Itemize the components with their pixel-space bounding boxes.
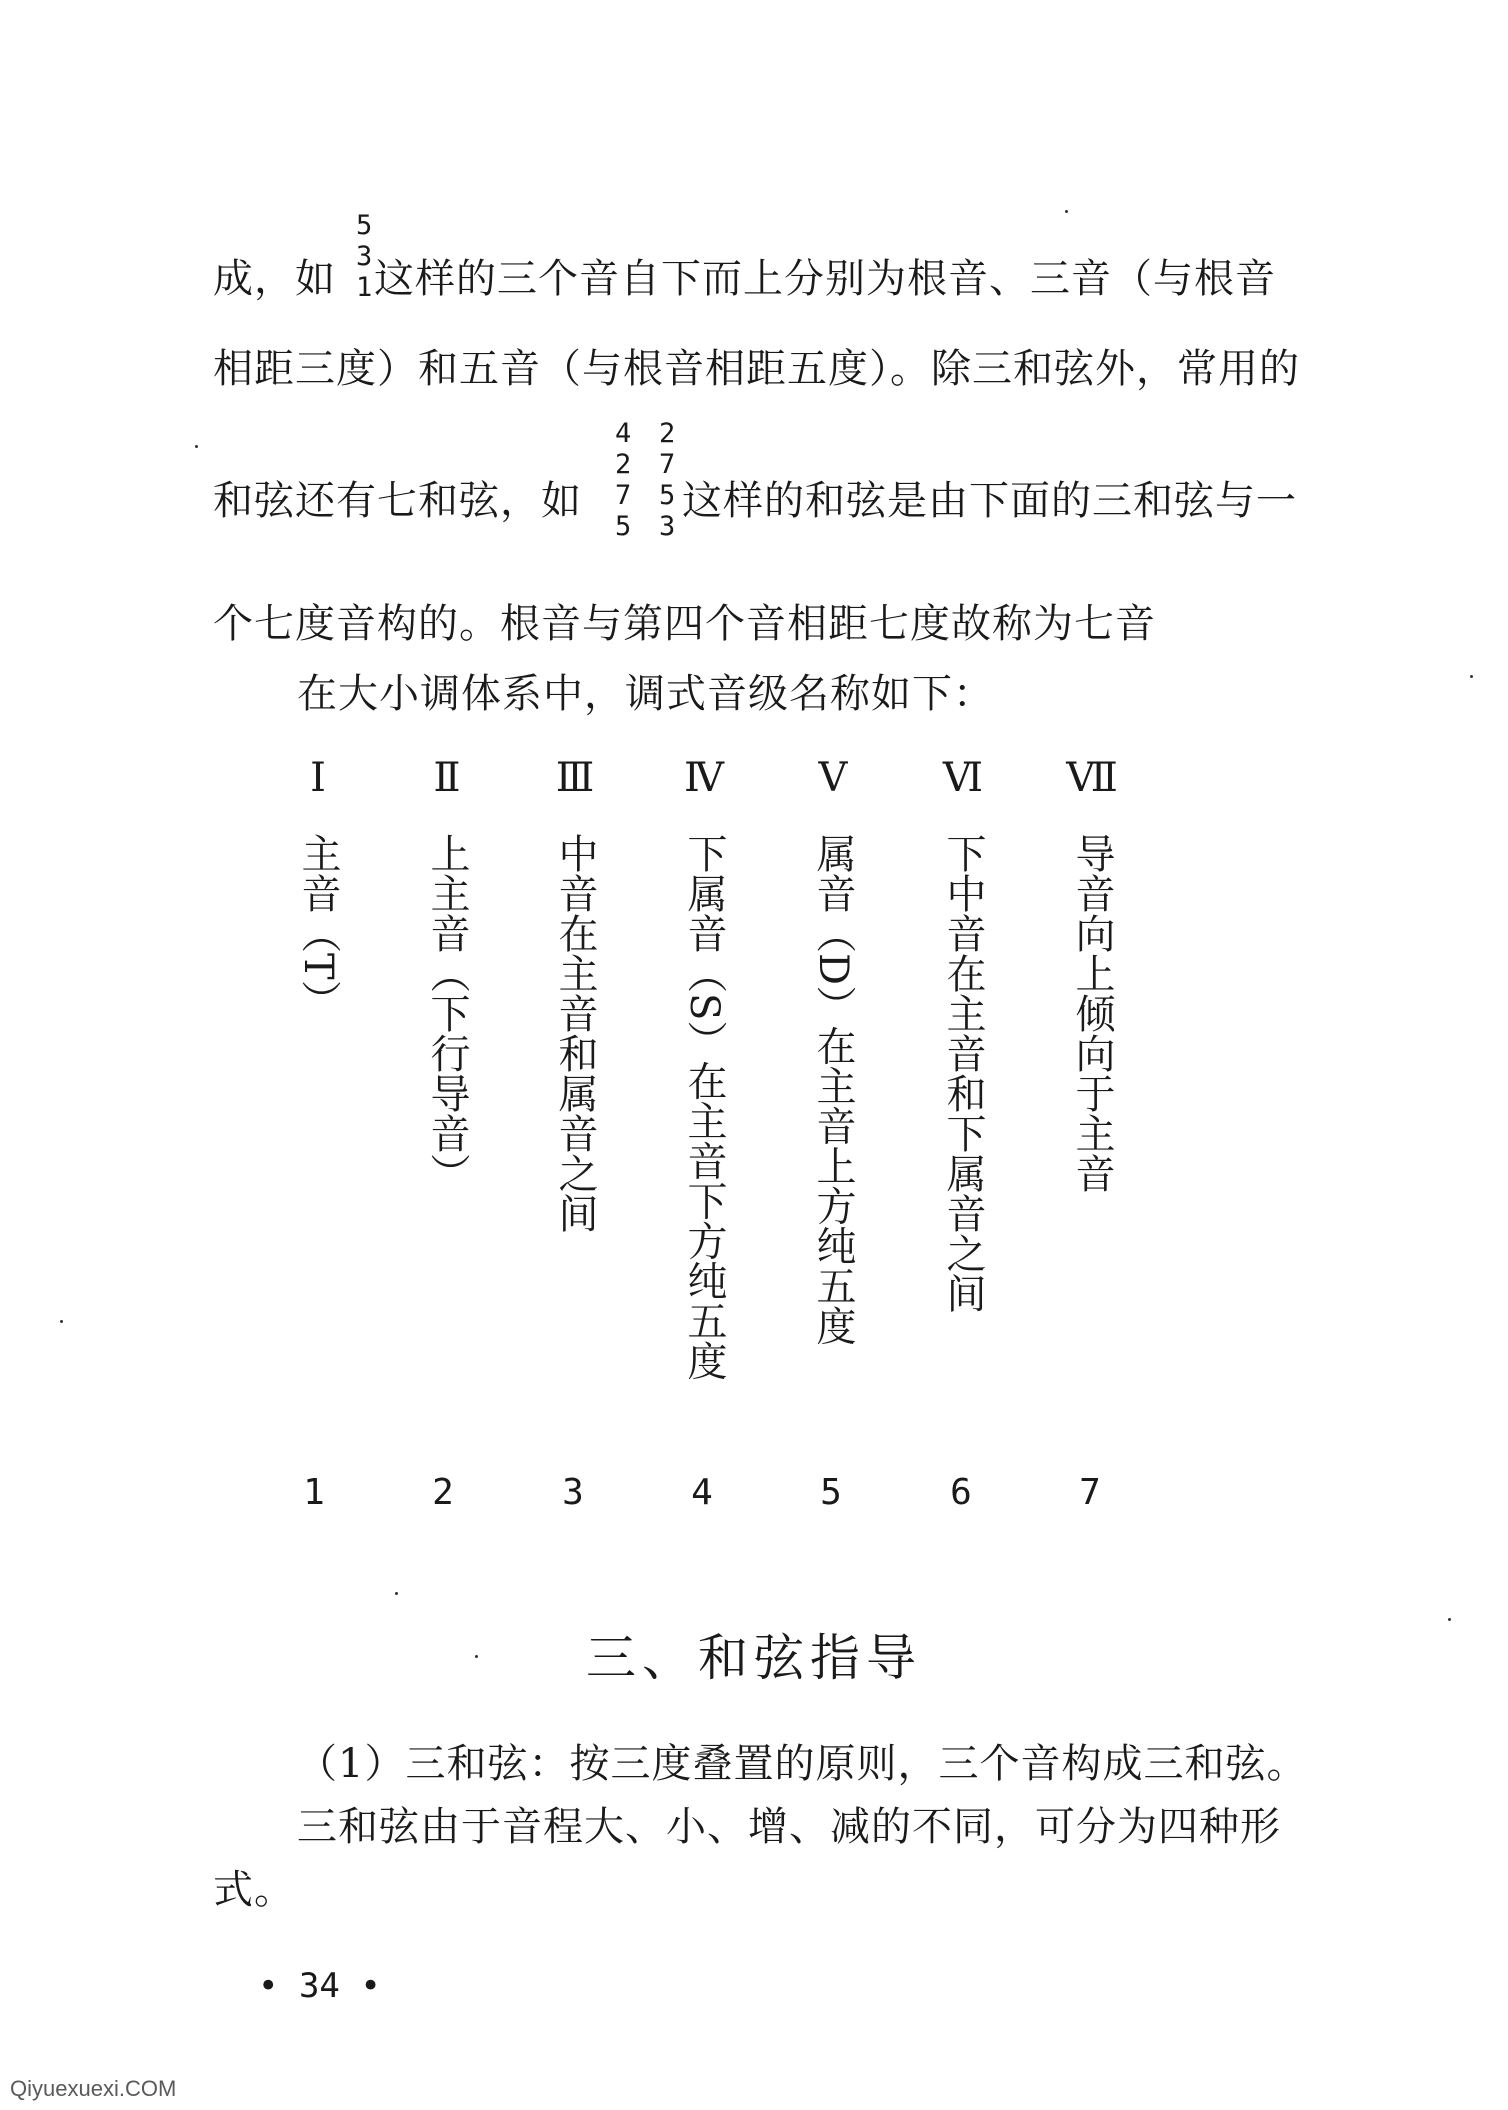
section-line-1: （1）三和弦：按三度叠置的原则，三个音构成三和弦。 [297, 1741, 1308, 1787]
chord-stack-531 [356, 210, 372, 303]
chord-note: 4 [615, 418, 632, 449]
chord-note: 5 [659, 480, 676, 511]
chord-note: 7 [659, 449, 676, 480]
text-line-5: 在大小调体系中，调式音级名称如下： [297, 671, 994, 717]
chord-note: 2 [615, 449, 632, 480]
text-line-4: 个七度音构的。根音与第四个音相距七度故称为七音 [213, 601, 1156, 647]
degree-name: 下属音（S）在主音下方纯五度 [681, 833, 727, 1381]
degree-name: 导音向上倾向于主音 [1069, 833, 1115, 1193]
text-line-1 [213, 255, 1276, 303]
text-line-3-suffix: 这样的和弦是由下面的三和弦与一 [682, 478, 1297, 524]
degree-name: 属音（D）在主音上方纯五度 [810, 833, 856, 1346]
section-line-2: 三和弦由于音程大、小、增、减的不同，可分为四种形 [297, 1804, 1281, 1850]
section-line-3: 式。 [213, 1867, 295, 1913]
chord-note: 3 [356, 241, 373, 272]
chord-note: 5 [615, 511, 632, 542]
scan-speck [1448, 1618, 1451, 1621]
chord-note: 3 [659, 511, 676, 542]
chord-note: 2 [659, 418, 676, 449]
text-line-3-prefix: 和弦还有七和弦，如 [213, 478, 582, 524]
text-line-1-prefix: 成，如 [213, 256, 336, 302]
degree-number: 2 [432, 1472, 454, 1513]
degree-number: 1 [303, 1472, 325, 1513]
degree-roman: Ⅰ [310, 755, 326, 801]
text-line-3 [213, 477, 1297, 525]
scan-speck [475, 1655, 478, 1658]
watermark: Qiyuexuexi.COM [10, 2076, 177, 2101]
scan-speck [1470, 675, 1473, 678]
text-line-1-suffix: 这样的三个音自下而上分别为根音、三音（与根音 [374, 256, 1276, 302]
degree-number: 7 [1079, 1472, 1101, 1513]
scan-speck [60, 1320, 63, 1323]
scan-speck [195, 445, 198, 448]
degree-roman: Ⅳ [684, 755, 724, 801]
scan-speck [1065, 210, 1068, 213]
text-line-2: 相距三度）和五音（与根音相距五度）。除三和弦外，常用的 [213, 346, 1300, 392]
degree-number: 5 [820, 1472, 842, 1513]
degree-name: 下中音在主音和下属音之间 [940, 833, 986, 1313]
section-heading: 三、和弦指导 [586, 1629, 922, 1687]
chord-note: 7 [615, 480, 632, 511]
chord-stack-seventh-a [615, 418, 631, 542]
degree-number: 6 [950, 1472, 972, 1513]
degree-number: 4 [691, 1472, 713, 1513]
degree-roman: Ⅴ [818, 755, 848, 801]
degree-name: 上主音（下行导音） [424, 833, 470, 1193]
page-number: • 34 • [258, 1966, 381, 2006]
degree-roman: Ⅶ [1066, 755, 1118, 801]
degree-number: 3 [562, 1472, 584, 1513]
degree-name: 主音（T） [295, 833, 341, 1020]
degree-roman: Ⅲ [555, 755, 595, 801]
degree-roman: Ⅵ [942, 755, 984, 801]
degree-roman: Ⅱ [433, 755, 461, 801]
scan-speck [395, 1592, 398, 1595]
chord-note: 5 [356, 210, 373, 241]
chord-note: 1 [356, 272, 373, 303]
degree-name: 中音在主音和属音之间 [552, 833, 598, 1233]
chord-stack-seventh-b [659, 418, 675, 542]
